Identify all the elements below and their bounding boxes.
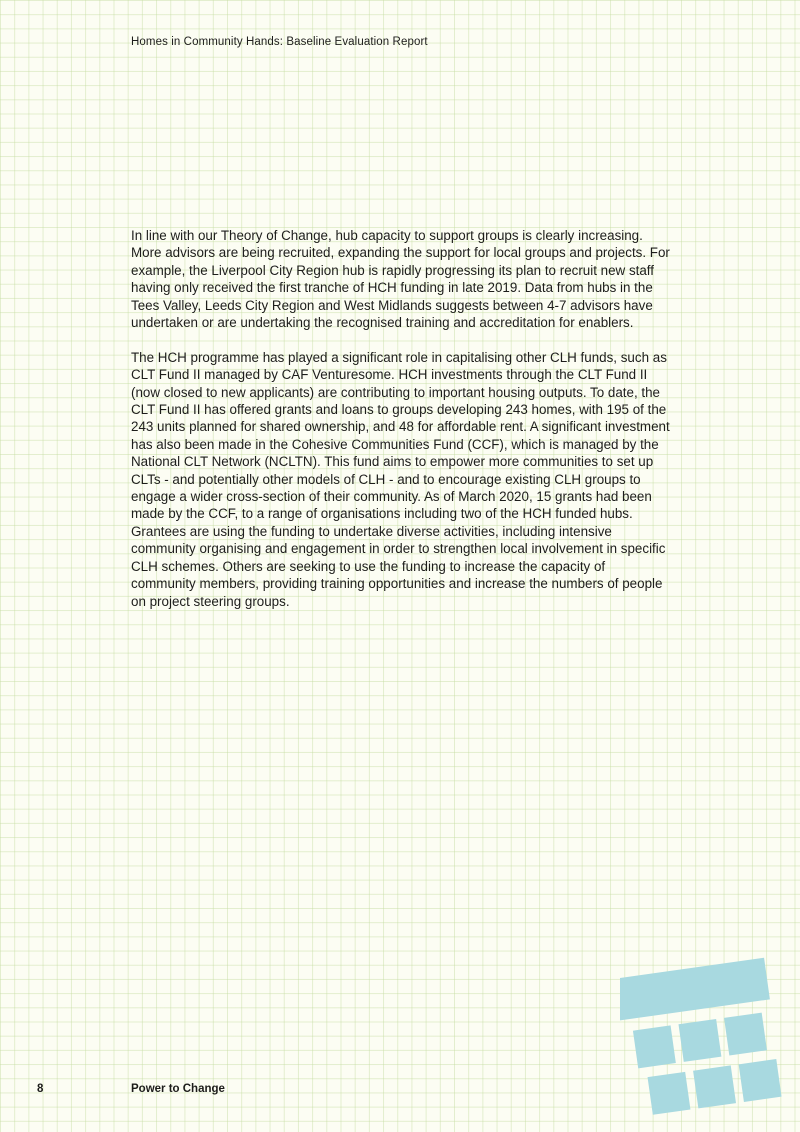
motif-tile <box>678 1019 721 1062</box>
decorative-grid-motif <box>620 948 800 1118</box>
page-number: 8 <box>37 1083 44 1095</box>
motif-tile <box>648 1072 691 1115</box>
footer-brand: Power to Change <box>131 1083 225 1095</box>
motif-tile <box>633 1025 676 1068</box>
running-header: Homes in Community Hands: Baseline Evaluation Report <box>131 36 428 48</box>
motif-bar <box>620 958 770 1021</box>
paragraph: The HCH programme has played a significant role in capitalising other CLH funds, such as CLT Fund II managed by CAF Venturesome. HCH investments through the CLT Fund II (now closed to new applicants) are contributing to important housing outputs. To date, the CLT Fund II has offered grants and loans to groups developing 243 homes, with 195 of the 243 units planned for shared ownership, and 48 for affordable rent. A significant investment has also been made in the Cohesive Communities Fund (CCF), which is managed by the National CLT Network (NCLTN). This fund aims to empower more communities to set up CLTs - and potentially other models of CLH - and to encourage existing CLH groups to engage a wider cross-section of their community. As of March 2020, 15 grants had been made by the CCF, to a range of organisations including two of the HCH funded hubs. Grantees are using the funding to undertake diverse activities, including intensive community organising and engagement in order to strengthen local involvement in specific CLH schemes. Others are seeking to use the funding to increase the capacity of community members, providing training opportunities and increase the numbers of people on project steering groups. <box>131 349 670 609</box>
body-text <box>131 227 671 627</box>
motif-tile <box>739 1059 782 1102</box>
motif-tile <box>693 1065 736 1108</box>
paragraph: In line with our Theory of Change, hub capacity to support groups is clearly increasing. More advisors are being recruited, expanding the support for local groups and projects. For example, the Liverpool City Region hub is rapidly progressing its plan to recruit new staff having only received the first tranche of HCH funding in late 2019. Data from hubs in the Tees Valley, Leeds City Region and West Midlands suggests between 4-7 advisors have undertaken or are undertaking the recognised training and accreditation for enablers. <box>131 228 670 331</box>
motif-tile <box>724 1013 767 1056</box>
